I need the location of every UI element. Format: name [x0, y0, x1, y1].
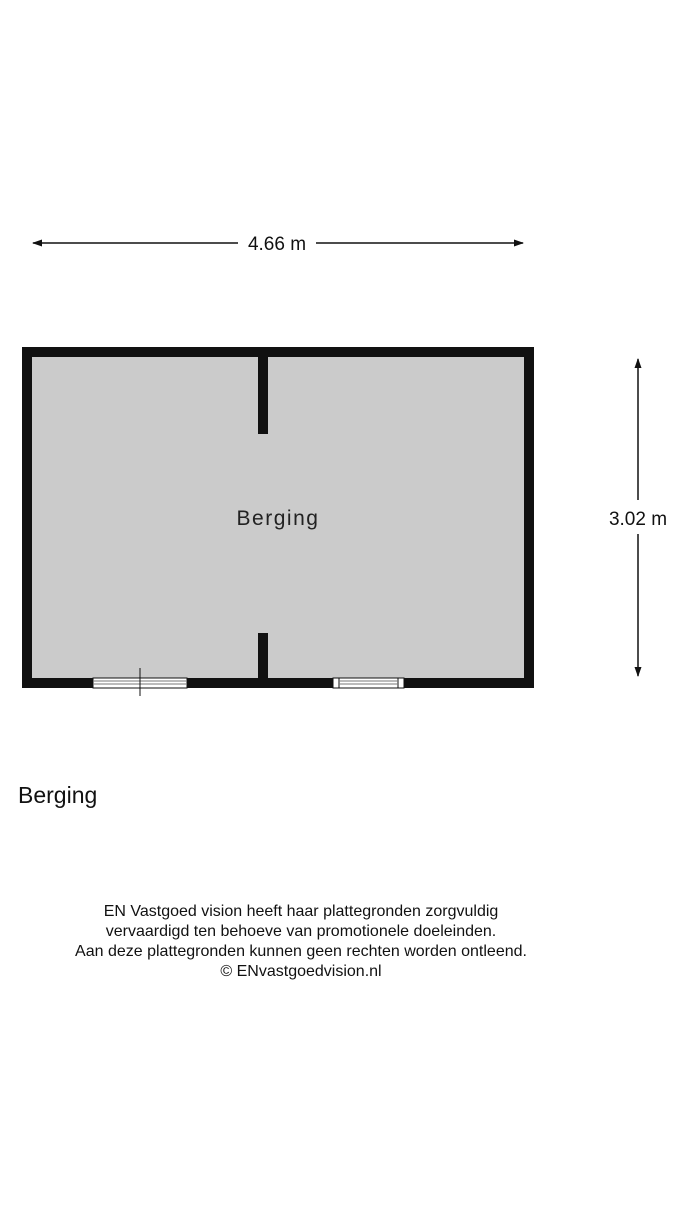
- width-dimension: [33, 234, 523, 255]
- wall-bottom-middle: [187, 678, 333, 688]
- disclaimer-line: vervaardigd ten behoeve van promotionele doeleinden.: [105, 923, 497, 940]
- disclaimer-line: EN Vastgoed vision heeft haar plattegronden zorgvuldig: [103, 903, 499, 920]
- wall-left: [22, 347, 32, 688]
- wall-bottom-right: [404, 678, 534, 688]
- height-dimension-label: 3.02 m: [608, 509, 668, 530]
- window-right-right-jamb: [398, 678, 404, 688]
- width-dimension-label: 4.66 m: [247, 234, 307, 255]
- wall-bottom-left: [22, 678, 93, 688]
- partition-bottom: [258, 633, 268, 678]
- partition-top: [258, 357, 268, 434]
- floor-caption: Berging: [18, 782, 98, 808]
- window-right: [333, 678, 404, 688]
- copyright-line: © ENvastgoedvision.nl: [220, 963, 382, 980]
- wall-top: [22, 347, 534, 357]
- window-right-frame: [333, 678, 404, 688]
- wall-right: [524, 347, 534, 688]
- room-label: Berging: [236, 507, 320, 530]
- window-right-left-jamb: [333, 678, 339, 688]
- disclaimer-line: Aan deze plattegronden kunnen geen rechten worden ontleend.: [75, 943, 527, 960]
- disclaimer: [0, 902, 602, 982]
- height-dimension: [609, 359, 667, 676]
